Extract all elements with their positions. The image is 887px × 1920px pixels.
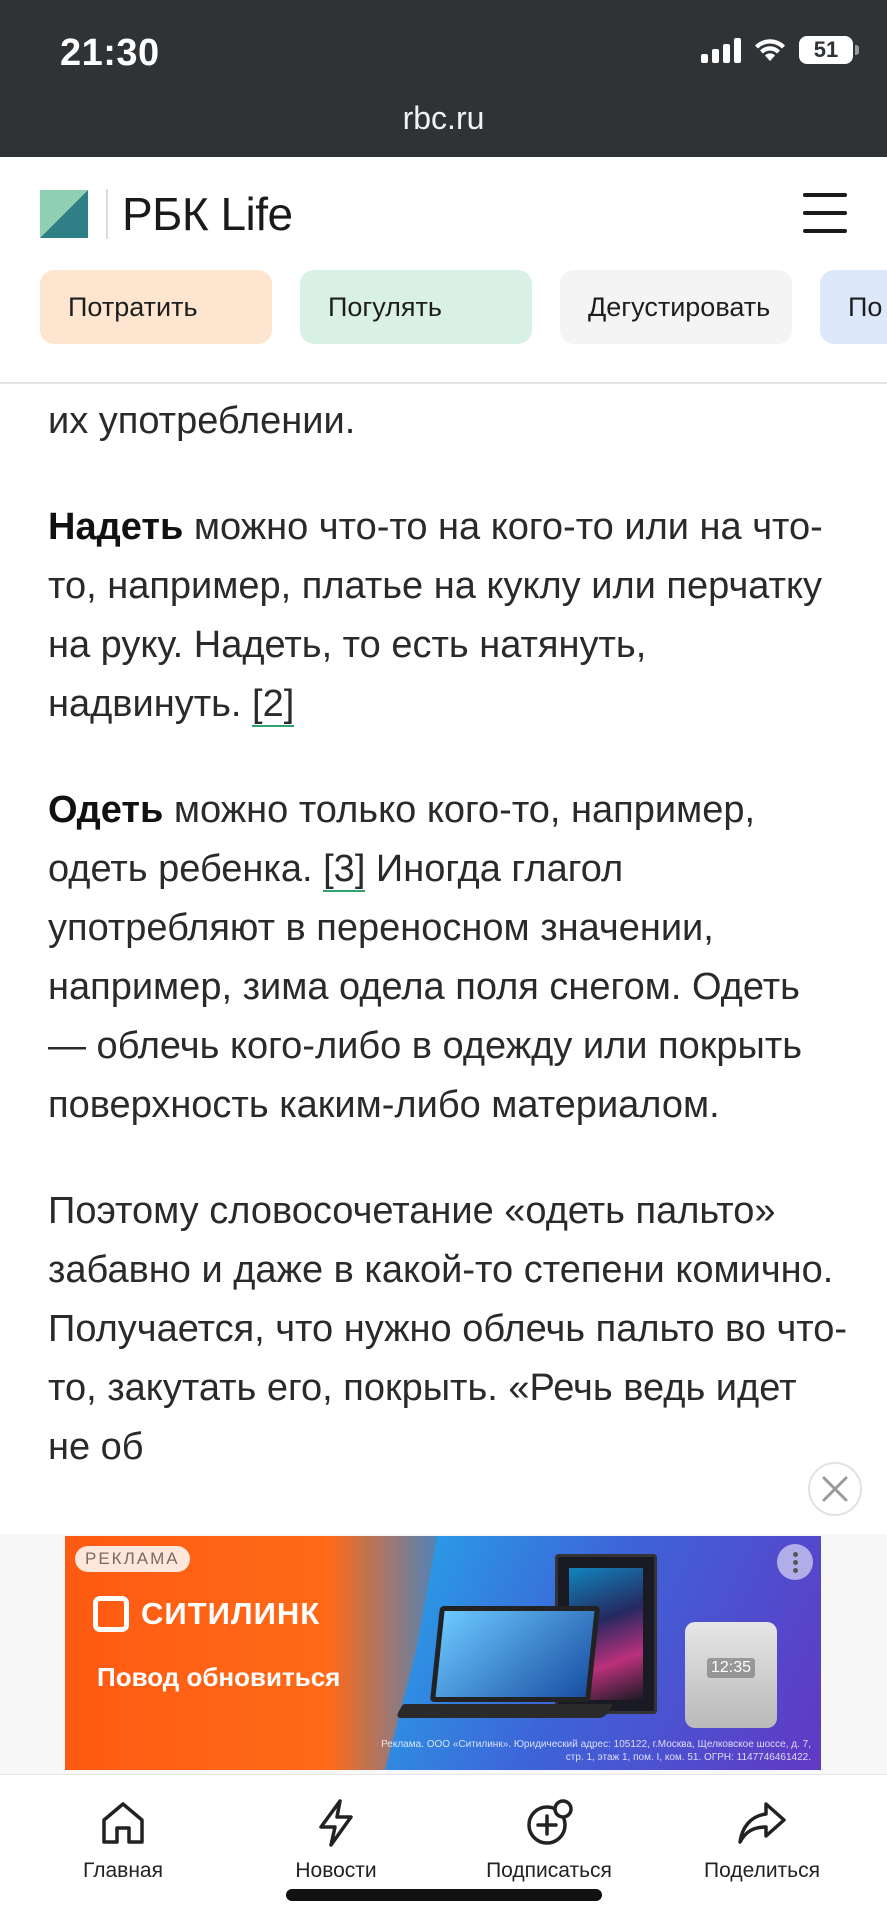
ad-brand-name: СИТИЛИНК bbox=[141, 1596, 321, 1631]
cellular-signal-icon bbox=[701, 37, 741, 63]
ad-options-button[interactable] bbox=[777, 1544, 813, 1580]
speaker-time: 12:35 bbox=[707, 1658, 755, 1678]
nav-share-label: Поделиться bbox=[704, 1859, 820, 1882]
subscribe-icon bbox=[523, 1797, 575, 1849]
menu-line bbox=[803, 193, 847, 197]
article-paragraph: Надеть можно что-то на кого-то или на что-то, например, платье на куклу или перчатку на руку. Надеть, то есть натянуть, надвинуть. [2] bbox=[48, 506, 823, 725]
term-bold: Одеть bbox=[48, 789, 164, 831]
chip-label: Потратить bbox=[68, 291, 198, 322]
dot bbox=[793, 1552, 798, 1557]
article-paragraph: Поэтому словосочетание «одеть пальто» забавно и даже в какой-то степени комично. Получается, что нужно облечь пальто во что-то, закутать его, покрыть. «Речь ведь идет не об bbox=[48, 1190, 848, 1468]
ad-banner[interactable] bbox=[65, 1536, 821, 1770]
nav-home[interactable] bbox=[23, 1795, 223, 1883]
site-logo-text[interactable]: РБК Life bbox=[122, 188, 293, 240]
home-indicator[interactable] bbox=[286, 1889, 602, 1901]
nav-news-label: Новости bbox=[295, 1859, 377, 1882]
status-time: 21:30 bbox=[60, 32, 160, 74]
ad-brand-logo bbox=[93, 1596, 320, 1632]
article-paragraph: Одеть можно только кого-то, например, одеть ребенка. [3] Иногда глагол употребляют в переносном значении, например, зима одела поля снегом. Одеть — облечь кого-либо в одежду или покрыть поверхность каким-либо материалом. bbox=[48, 789, 803, 1126]
laptop-base-image bbox=[395, 1704, 613, 1718]
nav-share[interactable] bbox=[662, 1795, 862, 1883]
term-bold: Надеть bbox=[48, 506, 184, 548]
chip-partial[interactable] bbox=[820, 270, 887, 344]
smart-speaker-image bbox=[685, 1622, 777, 1728]
hamburger-menu-button[interactable] bbox=[803, 193, 847, 233]
share-icon bbox=[736, 1798, 788, 1848]
footnote-link[interactable]: [2] bbox=[252, 683, 295, 725]
menu-line bbox=[803, 211, 847, 215]
category-chips bbox=[0, 270, 887, 384]
battery-icon: 51 bbox=[799, 36, 853, 64]
dot bbox=[793, 1568, 798, 1573]
ad-slogan: Повод обновиться bbox=[97, 1662, 341, 1692]
ad-legal-text: Реклама. ООО «Ситилинк». Юридический адрес: 105122, г.Москва, Щелковское шоссе, д. 7, стр. 1, этаж 1, пом. I, ком. 51. ОГРН: 1147746461422. bbox=[381, 1739, 811, 1763]
close-ad-button[interactable] bbox=[808, 1462, 862, 1516]
article-body bbox=[48, 392, 848, 1524]
nav-subscribe-label: Подписаться bbox=[486, 1859, 612, 1882]
chip-taste[interactable] bbox=[560, 270, 792, 344]
laptop-image bbox=[430, 1606, 600, 1702]
chip-label: Дегустировать bbox=[588, 291, 771, 322]
nav-news[interactable] bbox=[236, 1795, 436, 1883]
rbc-logo-icon[interactable] bbox=[40, 190, 88, 238]
chip-spend[interactable] bbox=[40, 270, 272, 344]
chip-label: Погулять bbox=[328, 291, 442, 322]
dot bbox=[793, 1560, 798, 1565]
chip-label: По bbox=[848, 291, 883, 322]
footnote-link[interactable]: [3] bbox=[323, 848, 366, 890]
menu-line bbox=[803, 229, 847, 233]
nav-subscribe[interactable] bbox=[449, 1795, 649, 1883]
status-icons bbox=[701, 36, 853, 64]
browser-url[interactable]: rbc.ru bbox=[402, 100, 485, 136]
nav-home-label: Главная bbox=[83, 1859, 163, 1882]
home-icon bbox=[98, 1798, 148, 1848]
close-icon bbox=[821, 1475, 849, 1503]
chip-walk[interactable] bbox=[300, 270, 532, 344]
site-header bbox=[0, 157, 887, 272]
status-bar bbox=[0, 0, 887, 157]
ad-label-badge: РЕКЛАМА bbox=[75, 1546, 190, 1572]
logo-divider bbox=[106, 189, 108, 239]
wifi-icon bbox=[753, 37, 787, 63]
article-paragraph: их употреблении. bbox=[48, 400, 356, 442]
lightning-icon bbox=[311, 1798, 361, 1848]
citilink-logo-icon bbox=[93, 1596, 129, 1632]
